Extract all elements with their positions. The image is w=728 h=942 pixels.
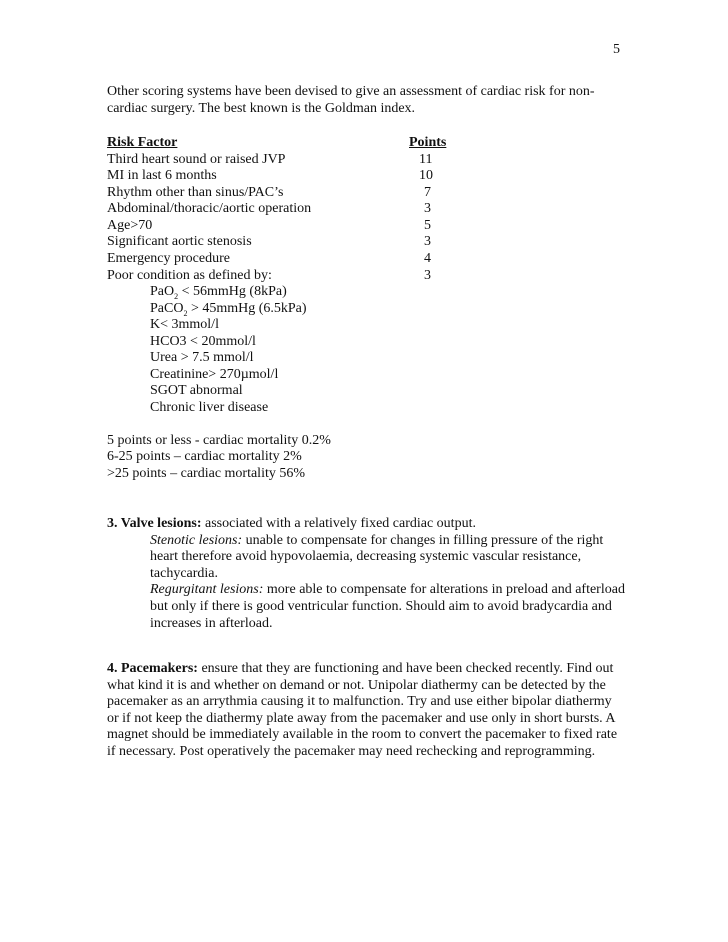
- mortality-line: 5 points or less - cardiac mortality 0.2%: [107, 433, 331, 448]
- valve-heading: 3. Valve lesions:: [107, 516, 202, 531]
- pacemakers-heading: 4. Pacemakers:: [107, 661, 198, 676]
- mortality-line: 6-25 points – cardiac mortality 2%: [107, 449, 302, 464]
- risk-points: 4: [424, 251, 431, 266]
- condition-item: Chronic liver disease: [150, 400, 269, 415]
- risk-points: 3: [424, 201, 431, 216]
- risk-factor-row: Poor condition as defined by:: [107, 268, 272, 283]
- condition-item: Urea > 7.5 mmol/l: [150, 350, 254, 365]
- header-points: Points: [409, 135, 447, 150]
- risk-factor-row: Abdominal/thoracic/aortic operation: [107, 201, 312, 216]
- condition-item: HCO3 < 20mmol/l: [150, 334, 256, 349]
- page-number: 5: [613, 42, 620, 57]
- risk-points: 10: [419, 168, 433, 183]
- condition-paco2: PaCO$_2$ > 45mmHg (6.5kPa): [150, 301, 307, 318]
- risk-factor-row: MI in last 6 months: [107, 168, 217, 183]
- risk-factor-row: Third heart sound or raised JVP: [107, 152, 286, 167]
- condition-item: SGOT abnormal: [150, 383, 243, 398]
- risk-factor-row: Emergency procedure: [107, 251, 230, 266]
- condition-item: Creatinine> 270µmol/l: [150, 367, 279, 382]
- condition-pao2: PaO$_2$ < 56mmHg (8kPa): [150, 284, 287, 301]
- risk-factor-row: Age>70: [107, 218, 153, 233]
- risk-points: 7: [424, 185, 431, 200]
- risk-points: 3: [424, 234, 431, 249]
- risk-factor-row: Rhythm other than sinus/PAC’s: [107, 185, 284, 200]
- condition-item: K< 3mmol/l: [150, 317, 219, 332]
- valve-lesions-section: 3. Valve lesions: associated with a relatively fixed cardiac output. Stenotic lesions: unable to compensate for changes in filling pressure of the right heart therefore avoid hypovolaemia, decreasing systemic vascular resistance, tachycardia. Regurgitant lesions: more able to compensate for alterations in preload and afterload but only if there is good ventricular function. Should aim to avoid bradycardia and increases in afterload.: [107, 516, 627, 632]
- risk-factor-row: Significant aortic stenosis: [107, 234, 252, 249]
- stenotic-paragraph: Stenotic lesions: unable to compensate for changes in filling pressure of the right heart therefore avoid hypovolaemia, decreasing systemic vascular resistance, tachycardia.: [150, 532, 604, 581]
- intro-paragraph: Other scoring systems have been devised to give an assessment of cardiac risk for non-cardiac surgery. The best known is the Goldman index.: [107, 84, 595, 116]
- pacemakers-paragraph: 4. Pacemakers: ensure that they are functioning and have been checked recently. Find out what kind it is and whether on demand or not. Unipolar diathermy can be detected by the pacemaker as an arrythmia causing it to malfunction. Try and use either bipolar diathermy or if not keep the diathermy plate away from the pacemaker and use only in short bursts. A magnet should be immediately available in the room to convert the pacemaker to fixed rate if necessary. Post operatively the pacemaker may need rechecking and reprogramming.: [107, 661, 618, 759]
- mortality-line: >25 points – cardiac mortality 56%: [107, 466, 306, 481]
- risk-points: 3: [424, 268, 431, 283]
- regurgitant-paragraph: Regurgitant lesions: more able to compensate for alterations in preload and afterload but only if there is good ventricular function. Should aim to avoid bradycardia and increases in afterload.: [150, 582, 625, 631]
- risk-points: 11: [419, 152, 433, 167]
- header-risk-factor: Risk Factor: [107, 135, 178, 150]
- risk-points: 5: [424, 218, 431, 233]
